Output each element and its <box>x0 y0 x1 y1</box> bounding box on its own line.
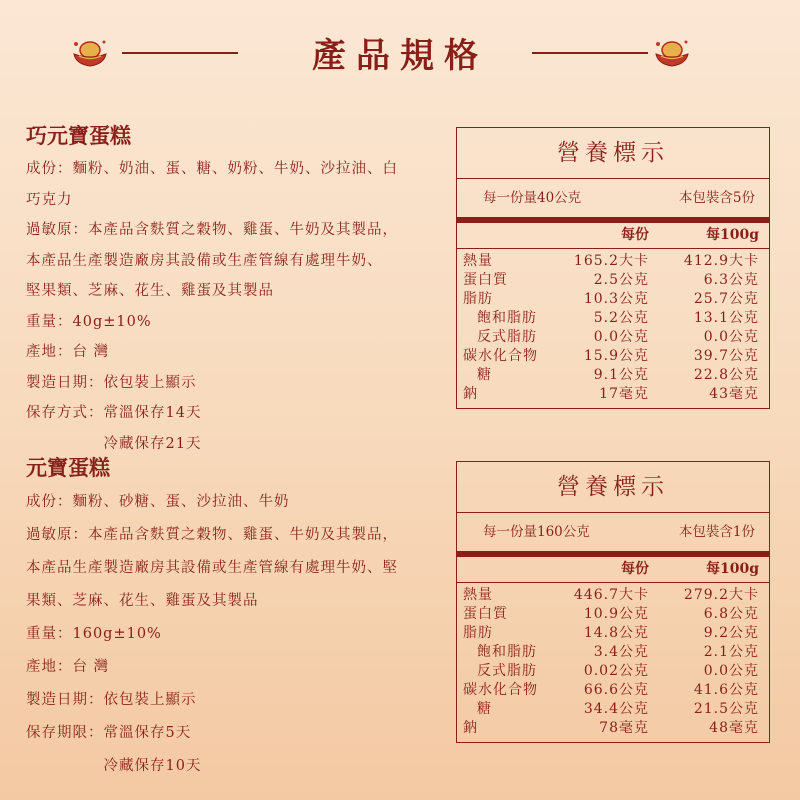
spec-line: 成份：麵粉、砂糖、蛋、沙拉油、牛奶 <box>26 494 290 510</box>
nutrient-name: 鈉 <box>463 386 478 402</box>
spec-line: 重量：160g±10% <box>26 626 162 642</box>
per-serving-value: 0.0公克 <box>593 329 649 345</box>
col-per-serving: 每份 <box>621 227 649 243</box>
per-100g-value: 39.7公克 <box>693 348 759 364</box>
pack-count: 本包裝含5份 <box>678 190 755 206</box>
per-100g-value: 22.8公克 <box>693 367 759 383</box>
product-name: 元寶蛋糕 <box>26 455 110 480</box>
per-serving-value: 10.3公克 <box>583 291 649 307</box>
gold-ingot-icon <box>652 32 692 72</box>
spec-line: 巧克力 <box>26 191 73 208</box>
nutrition-row <box>457 681 769 700</box>
spec-line: 過敏原：本產品含麩質之穀物、雞蛋、牛奶及其製品， <box>26 222 398 238</box>
nutrition-header <box>457 557 769 583</box>
per-100g-value: 0.0公克 <box>703 329 759 345</box>
col-per-100g: 每100g <box>705 561 759 577</box>
page-header <box>0 22 800 82</box>
spec-line: 製造日期：依包裝上顯示 <box>26 692 197 708</box>
spec-line: 果類、芝麻、花生、雞蛋及其製品 <box>26 593 259 609</box>
nutrition-rows <box>457 249 769 408</box>
per-100g-value: 6.8公克 <box>703 606 759 622</box>
per-serving-value: 14.8公克 <box>583 625 649 641</box>
per-100g-value: 6.3公克 <box>703 272 759 288</box>
page-title: 產品規格 <box>312 36 488 76</box>
nutrient-name: 碳水化合物 <box>463 348 538 364</box>
per-serving-value: 2.5公克 <box>593 272 649 288</box>
nutrition-row <box>457 366 769 385</box>
pack-count: 本包裝含1份 <box>678 524 755 540</box>
nutrient-name: 熱量 <box>463 253 493 269</box>
title-divider-right <box>532 52 648 54</box>
nutrition-row <box>457 385 769 404</box>
per-100g-value: 43毫克 <box>709 386 759 402</box>
per-serving-value: 10.9公克 <box>583 606 649 622</box>
nutrition-row <box>457 700 769 719</box>
per-100g-value: 279.2大卡 <box>683 587 759 603</box>
nutrient-name: 脂肪 <box>463 291 493 307</box>
per-100g-value: 21.5公克 <box>693 701 759 717</box>
nutrient-name: 糖 <box>477 701 492 717</box>
nutrition-row <box>457 586 769 605</box>
nutrition-row <box>457 643 769 662</box>
per-serving-value: 17毫克 <box>599 386 649 402</box>
nutrition-title: 營養標示 <box>457 128 769 179</box>
spec-line: 本產品生產製造廠房其設備或生產管線有處理牛奶、堅 <box>26 560 398 576</box>
per-serving-value: 5.2公克 <box>593 310 649 326</box>
per-serving-value: 34.4公克 <box>583 701 649 717</box>
nutrition-header <box>457 223 769 249</box>
spec-line: 冷藏保存21天 <box>26 435 202 452</box>
nutrient-name: 反式脂肪 <box>477 663 537 679</box>
nutrient-name: 反式脂肪 <box>477 329 537 345</box>
spec-line: 產地：台 灣 <box>26 344 110 360</box>
product-spec-2 <box>26 452 456 783</box>
serving-info <box>457 513 769 557</box>
col-per-serving: 每份 <box>621 561 649 577</box>
nutrition-row <box>457 662 769 681</box>
nutrient-name: 碳水化合物 <box>463 682 538 698</box>
spec-line: 過敏原：本產品含麩質之穀物、雞蛋、牛奶及其製品， <box>26 527 398 543</box>
nutrition-table-2 <box>456 461 770 743</box>
nutrition-row <box>457 624 769 643</box>
spec-line: 重量：40g±10% <box>26 313 152 330</box>
serving-info <box>457 179 769 223</box>
per-serving-value: 9.1公克 <box>593 367 649 383</box>
per-100g-value: 25.7公克 <box>693 291 759 307</box>
col-per-100g: 每100g <box>705 227 759 243</box>
per-100g-value: 13.1公克 <box>693 310 759 326</box>
nutrient-name: 脂肪 <box>463 625 493 641</box>
nutrition-row <box>457 271 769 290</box>
per-serving-value: 78毫克 <box>599 720 649 736</box>
nutrient-name: 飽和脂肪 <box>477 310 537 326</box>
per-serving-value: 3.4公克 <box>593 644 649 660</box>
nutrition-rows <box>457 583 769 742</box>
spec-line: 本產品生產製造廠房其設備或生產管線有處理牛奶、 <box>26 252 383 269</box>
nutrition-row <box>457 252 769 271</box>
serving-size: 每一份量40公克 <box>483 190 582 206</box>
nutrient-name: 蛋白質 <box>463 606 508 622</box>
nutrition-row <box>457 290 769 309</box>
spec-line: 製造日期：依包裝上顯示 <box>26 374 197 391</box>
spec-line: 堅果類、芝麻、花生、雞蛋及其製品 <box>26 283 274 299</box>
nutrient-name: 蛋白質 <box>463 272 508 288</box>
per-100g-value: 412.9大卡 <box>683 253 759 269</box>
serving-size: 每一份量160公克 <box>483 524 590 540</box>
per-100g-value: 2.1公克 <box>703 644 759 660</box>
product-name: 巧元寶蛋糕 <box>26 123 131 148</box>
spec-line: 保存方式：常溫保存14天 <box>26 405 202 421</box>
per-100g-value: 41.6公克 <box>693 682 759 698</box>
nutrition-row <box>457 347 769 366</box>
per-100g-value: 0.0公克 <box>703 663 759 679</box>
nutrition-title: 營養標示 <box>457 462 769 513</box>
spec-line: 產地：台 灣 <box>26 659 110 675</box>
per-serving-value: 165.2大卡 <box>573 253 649 269</box>
spec-line: 冷藏保存10天 <box>26 758 202 774</box>
nutrient-name: 熱量 <box>463 587 493 603</box>
nutrient-name: 飽和脂肪 <box>477 644 537 660</box>
per-serving-value: 0.02公克 <box>583 663 649 679</box>
nutrition-row <box>457 605 769 624</box>
nutrient-name: 鈉 <box>463 720 478 736</box>
nutrient-name: 糖 <box>477 367 492 383</box>
spec-line: 成份：麵粉、奶油、蛋、糖、奶粉、牛奶、沙拉油、白 <box>26 161 398 177</box>
nutrition-row <box>457 719 769 738</box>
nutrition-row <box>457 328 769 347</box>
nutrition-table-1 <box>456 127 770 409</box>
per-serving-value: 15.9公克 <box>583 348 649 364</box>
product-spec-1 <box>26 120 456 459</box>
spec-line: 保存期限：常溫保存5天 <box>26 725 192 741</box>
per-serving-value: 446.7大卡 <box>573 587 649 603</box>
nutrition-row <box>457 309 769 328</box>
per-100g-value: 9.2公克 <box>703 625 759 641</box>
per-serving-value: 66.6公克 <box>583 682 649 698</box>
per-100g-value: 48毫克 <box>709 720 759 736</box>
